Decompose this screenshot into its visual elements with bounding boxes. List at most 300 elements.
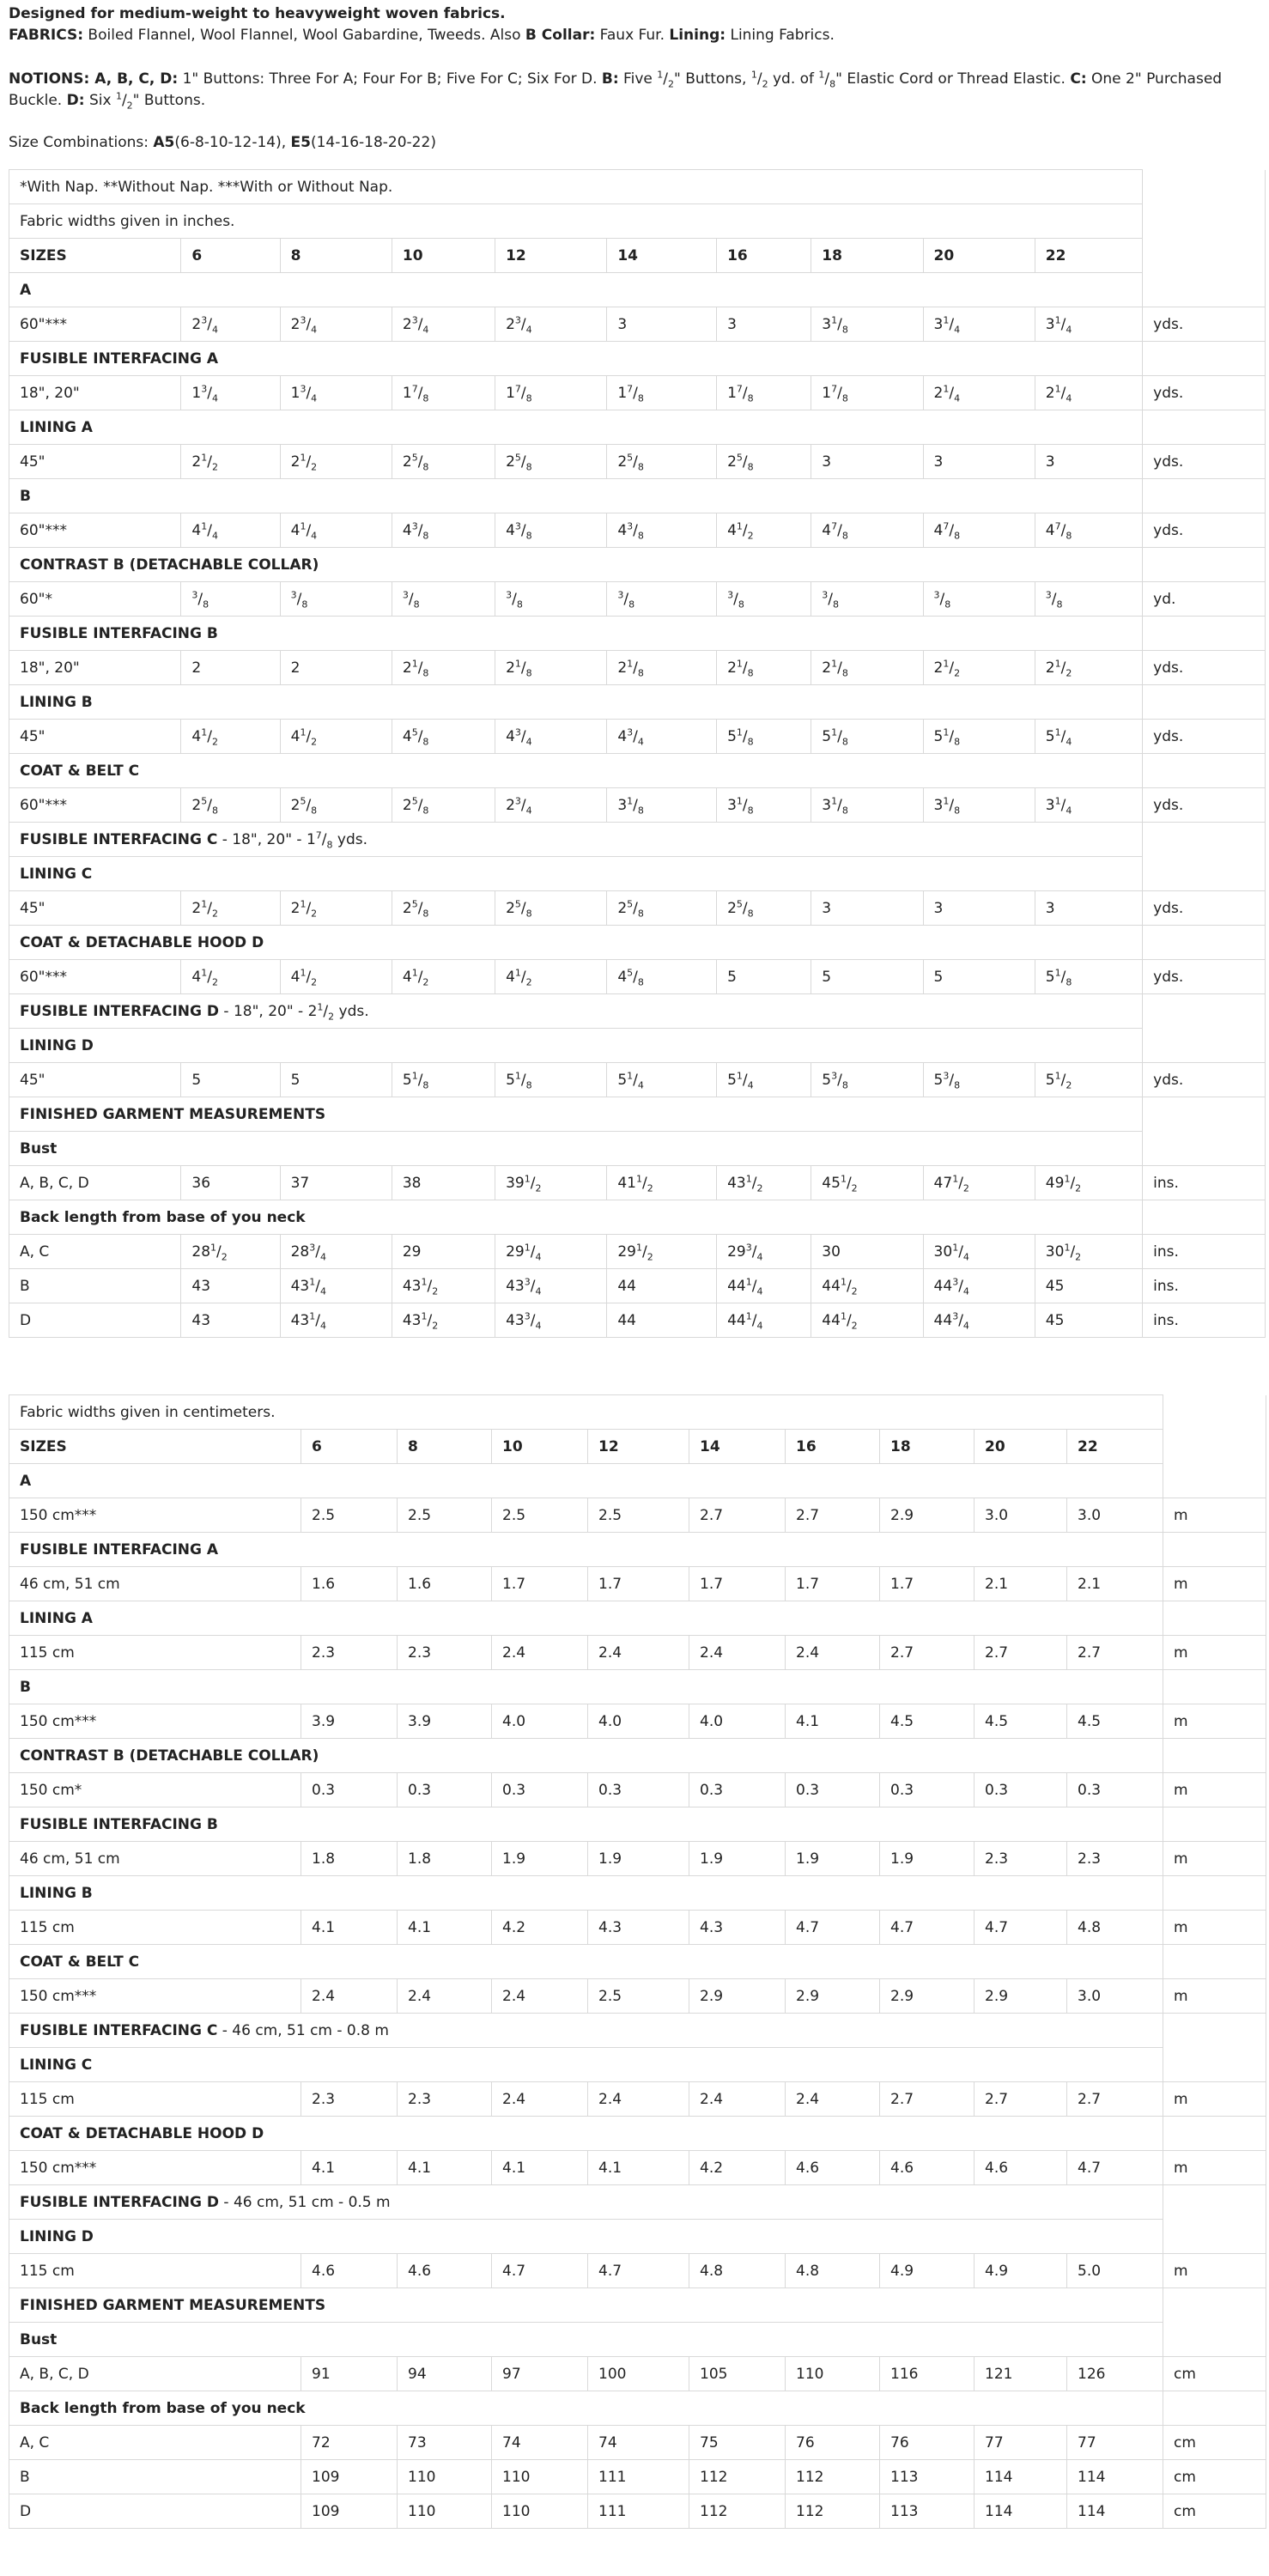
value-cell: 126 xyxy=(1067,2357,1163,2391)
value-cell: 76 xyxy=(880,2426,975,2460)
value-cell: 5 xyxy=(181,1063,280,1097)
value-cell: $49^1/_2$ xyxy=(1035,1166,1142,1200)
table-row xyxy=(9,1739,1266,1773)
value-cell: $43^1/_2$ xyxy=(717,1166,811,1200)
unit-cell: yds. xyxy=(1143,376,1266,410)
value-cell: 4.3 xyxy=(588,1911,689,1945)
unit-cell: m xyxy=(1163,2151,1266,2185)
table-row xyxy=(9,410,1266,445)
empty-cell xyxy=(1143,926,1266,960)
unit-cell: m xyxy=(1163,1911,1266,1945)
value-cell: 2.4 xyxy=(492,1979,588,2014)
value-cell: $3^1/_8$ xyxy=(811,788,923,823)
value-cell: 74 xyxy=(492,2426,588,2460)
value-cell: $2^3/_4$ xyxy=(495,307,607,342)
value-cell: 10 xyxy=(392,239,495,273)
row-label-cell: 18", 20" xyxy=(9,376,181,410)
unit-cell: cm xyxy=(1163,2494,1266,2529)
value-cell: $5^1/_8$ xyxy=(811,720,923,754)
table-row xyxy=(9,1807,1266,1842)
row-label-cell: 46 cm, 51 cm xyxy=(9,1842,301,1876)
value-cell: 5 xyxy=(923,960,1035,994)
value-cell: 2.7 xyxy=(975,2082,1067,2117)
value-cell: 77 xyxy=(975,2426,1067,2460)
table-row xyxy=(9,994,1266,1029)
table-row xyxy=(9,788,1266,823)
section-heading: FUSIBLE INTERFACING B xyxy=(9,1807,1163,1842)
table-row xyxy=(9,204,1266,239)
notions-c-label: C: xyxy=(1070,70,1087,88)
fabrics-text: Boiled Flannel, Wool Flannel, Wool Gabardine, Tweeds. Also xyxy=(83,27,525,44)
value-cell: $4^1/_2$ xyxy=(181,960,280,994)
value-cell: 1.6 xyxy=(398,1567,492,1601)
value-cell: $30^1/_4$ xyxy=(923,1235,1035,1269)
value-cell: 3 xyxy=(717,307,811,342)
unit-cell: ins. xyxy=(1143,1235,1266,1269)
table-row xyxy=(9,239,1266,273)
unit-cell: m xyxy=(1163,1636,1266,1670)
empty-cell xyxy=(1163,1876,1266,1911)
table-row xyxy=(9,2151,1266,2185)
value-cell: 14 xyxy=(607,239,717,273)
table-row xyxy=(9,376,1266,410)
value-cell: 12 xyxy=(588,1430,689,1464)
value-cell: 1.9 xyxy=(492,1842,588,1876)
unit-cell: m xyxy=(1163,1842,1266,1876)
value-cell: $2^1/_8$ xyxy=(717,651,811,685)
value-cell: 75 xyxy=(689,2426,786,2460)
table-row xyxy=(9,1166,1266,1200)
value-cell: $28^1/_2$ xyxy=(181,1235,280,1269)
value-cell: 3 xyxy=(1035,891,1142,926)
section-heading: FUSIBLE INTERFACING A xyxy=(9,1533,1163,1567)
value-cell: 2.3 xyxy=(301,2082,398,2117)
fabrics-label: FABRICS: xyxy=(9,27,84,44)
value-cell: $29^3/_4$ xyxy=(717,1235,811,1269)
value-cell: $2^5/_8$ xyxy=(717,891,811,926)
section-heading: B xyxy=(9,479,1143,513)
table-row xyxy=(9,1911,1266,1945)
table-row xyxy=(9,1533,1266,1567)
value-cell: 2.9 xyxy=(786,1979,880,2014)
value-cell: 2.7 xyxy=(975,1636,1067,1670)
value-cell: 3 xyxy=(607,307,717,342)
value-cell: $1^3/_4$ xyxy=(280,376,392,410)
value-cell: 4.9 xyxy=(880,2254,975,2288)
value-cell: 2.5 xyxy=(398,1498,492,1533)
section-note-text: - 46 cm, 51 cm - 0.8 m xyxy=(217,2021,389,2039)
value-cell: 94 xyxy=(398,2357,492,2391)
value-cell: $2^3/_4$ xyxy=(495,788,607,823)
notions-line: NOTIONS: A, B, C, D: 1" Buttons: Three For A; Four For B; Five For C; Six For D. B: Five $^1/_2$" Buttons, $^1/_2$ yd. of $^1/_8$" Elastic Cord or Thread Elastic. C: One 2" Purchased Buckle. D: Six $^1/_2$" Buttons. xyxy=(9,69,1223,112)
value-cell: 2.4 xyxy=(398,1979,492,2014)
section-heading: CONTRAST B (DETACHABLE COLLAR) xyxy=(9,548,1143,582)
section-note-heading: FUSIBLE INTERFACING C xyxy=(20,2021,218,2039)
section-heading: Back length from base of you neck xyxy=(9,2391,1163,2426)
unit-cell: m xyxy=(1163,1979,1266,2014)
unit-cell: yds. xyxy=(1143,788,1266,823)
table-row xyxy=(9,479,1266,513)
table-row xyxy=(9,2323,1266,2357)
row-label-cell: A, C xyxy=(9,1235,181,1269)
unit-cell: m xyxy=(1163,2082,1266,2117)
value-cell: $2^5/_8$ xyxy=(607,445,717,479)
fraction-numerator: 1 xyxy=(317,1000,324,1012)
value-cell: 0.3 xyxy=(786,1773,880,1807)
value-cell: $2^5/_8$ xyxy=(181,788,280,823)
value-cell: $2^1/_2$ xyxy=(280,891,392,926)
value-cell: $4^3/_8$ xyxy=(392,513,495,548)
value-cell: 37 xyxy=(280,1166,392,1200)
value-cell: 113 xyxy=(880,2460,975,2494)
empty-cell xyxy=(1163,2014,1266,2048)
value-cell: $43^3/_4$ xyxy=(495,1303,607,1338)
value-cell: 110 xyxy=(398,2494,492,2529)
table-note: Fabric widths given in centimeters. xyxy=(9,1395,1163,1430)
value-cell: $^3/_8$ xyxy=(495,582,607,617)
value-cell: 112 xyxy=(689,2494,786,2529)
fraction-denominator: 2 xyxy=(328,1010,335,1022)
value-cell: $4^3/_8$ xyxy=(495,513,607,548)
empty-cell xyxy=(1163,1739,1266,1773)
value-cell: $2^1/_2$ xyxy=(923,651,1035,685)
table-row xyxy=(9,1303,1266,1338)
value-cell: 2.4 xyxy=(786,2082,880,2117)
table-row xyxy=(9,1842,1266,1876)
empty-cell xyxy=(1163,1430,1266,1464)
section-heading: CONTRAST B (DETACHABLE COLLAR) xyxy=(9,1739,1163,1773)
table-row xyxy=(9,1132,1266,1166)
empty-cell xyxy=(1163,2323,1266,2357)
section-note-heading: FUSIBLE INTERFACING D xyxy=(20,1002,219,1020)
value-cell: 4.1 xyxy=(588,2151,689,2185)
value-cell: 43 xyxy=(181,1303,280,1338)
section-note xyxy=(9,2014,1163,2048)
value-cell: $4^7/_8$ xyxy=(1035,513,1142,548)
value-cell: $44^1/_4$ xyxy=(717,1303,811,1338)
table-row xyxy=(9,2014,1266,2048)
value-cell: 3 xyxy=(923,445,1035,479)
value-cell: $2^1/_4$ xyxy=(923,376,1035,410)
value-cell: $2^1/_8$ xyxy=(607,651,717,685)
empty-cell xyxy=(1143,754,1266,788)
value-cell: $44^1/_2$ xyxy=(811,1303,923,1338)
table-row xyxy=(9,1029,1266,1063)
section-heading: LINING A xyxy=(9,410,1143,445)
row-label-cell: 60"*** xyxy=(9,960,181,994)
value-cell: 112 xyxy=(786,2494,880,2529)
value-cell: 1.6 xyxy=(301,1567,398,1601)
value-cell: 2.9 xyxy=(689,1979,786,2014)
unit-cell: m xyxy=(1163,2254,1266,2288)
value-cell: 2.4 xyxy=(786,1636,880,1670)
value-cell: $5^1/_4$ xyxy=(607,1063,717,1097)
value-cell: $2^5/_8$ xyxy=(495,445,607,479)
value-cell: 4.9 xyxy=(975,2254,1067,2288)
size-combinations-label: Size Combinations: xyxy=(9,134,154,151)
notions-d-label: D: xyxy=(66,92,85,109)
row-label-cell: 115 cm xyxy=(9,1911,301,1945)
table-row xyxy=(9,1097,1266,1132)
value-cell: 2.9 xyxy=(880,1498,975,1533)
row-label-cell: 150 cm*** xyxy=(9,1498,301,1533)
value-cell: 0.3 xyxy=(398,1773,492,1807)
row-label-cell: 45" xyxy=(9,445,181,479)
value-cell: 2.4 xyxy=(301,1979,398,2014)
value-cell: 2.4 xyxy=(689,1636,786,1670)
empty-cell xyxy=(1143,170,1266,204)
value-cell: 113 xyxy=(880,2494,975,2529)
size-combinations-line xyxy=(9,132,1260,154)
table-row xyxy=(9,617,1266,651)
value-cell: 2.4 xyxy=(588,1636,689,1670)
table-row xyxy=(9,1704,1266,1739)
value-cell: 45 xyxy=(1035,1303,1142,1338)
empty-cell xyxy=(1143,617,1266,651)
row-label-cell: 115 cm xyxy=(9,1636,301,1670)
value-cell: 5 xyxy=(811,960,923,994)
value-cell: 20 xyxy=(975,1430,1067,1464)
section-heading: LINING C xyxy=(9,857,1143,891)
section-heading: COAT & BELT C xyxy=(9,754,1143,788)
section-heading: FINISHED GARMENT MEASUREMENTS xyxy=(9,1097,1143,1132)
value-cell: 16 xyxy=(786,1430,880,1464)
value-cell: 4.1 xyxy=(398,1911,492,1945)
table-row xyxy=(9,2391,1266,2426)
table-row xyxy=(9,2220,1266,2254)
value-cell: $2^1/_2$ xyxy=(1035,651,1142,685)
value-cell: $4^1/_2$ xyxy=(280,960,392,994)
table-row xyxy=(9,1773,1266,1807)
value-cell: $4^3/_8$ xyxy=(607,513,717,548)
designed-for-text: Designed for medium-weight to heavyweight woven fabrics. xyxy=(9,5,506,22)
empty-cell xyxy=(1143,1132,1266,1166)
value-cell: 114 xyxy=(1067,2494,1163,2529)
value-cell: 0.3 xyxy=(975,1773,1067,1807)
value-cell: $43^1/_4$ xyxy=(280,1269,392,1303)
table-row xyxy=(9,1269,1266,1303)
value-cell: 4.2 xyxy=(492,1911,588,1945)
fraction-numerator: 7 xyxy=(315,829,322,841)
value-cell: 105 xyxy=(689,2357,786,2391)
unit-cell: yd. xyxy=(1143,582,1266,617)
value-cell: 4.8 xyxy=(1067,1911,1163,1945)
value-cell: 1.9 xyxy=(689,1842,786,1876)
value-cell: 3.0 xyxy=(1067,1979,1163,2014)
value-cell: $2^3/_4$ xyxy=(181,307,280,342)
value-cell: 2.3 xyxy=(975,1842,1067,1876)
value-cell: 2.7 xyxy=(786,1498,880,1533)
value-cell: 2.7 xyxy=(1067,2082,1163,2117)
section-heading: COAT & DETACHABLE HOOD D xyxy=(9,926,1143,960)
value-cell: 4.3 xyxy=(689,1911,786,1945)
b-collar-label: B Collar: xyxy=(525,27,596,44)
value-cell: 2.9 xyxy=(880,1979,975,2014)
table-note: Fabric widths given in inches. xyxy=(9,204,1143,239)
value-cell: 29 xyxy=(392,1235,495,1269)
value-cell: 3.9 xyxy=(398,1704,492,1739)
table-note: *With Nap. **Without Nap. ***With or Without Nap. xyxy=(9,170,1143,204)
value-cell: 5.0 xyxy=(1067,2254,1163,2288)
value-cell: $29^1/_2$ xyxy=(607,1235,717,1269)
table-row xyxy=(9,891,1266,926)
value-cell: 22 xyxy=(1067,1430,1163,1464)
value-cell: 1.7 xyxy=(786,1567,880,1601)
unit-cell: yds. xyxy=(1143,891,1266,926)
unit-cell: yds. xyxy=(1143,651,1266,685)
table-row xyxy=(9,273,1266,307)
section-heading: Bust xyxy=(9,2323,1163,2357)
value-cell: 3 xyxy=(811,445,923,479)
value-cell: $3^1/_8$ xyxy=(607,788,717,823)
value-cell: 114 xyxy=(1067,2460,1163,2494)
row-label-cell: 45" xyxy=(9,891,181,926)
section-heading: LINING B xyxy=(9,685,1143,720)
table-row xyxy=(9,170,1266,204)
unit-cell: ins. xyxy=(1143,1166,1266,1200)
value-cell: 72 xyxy=(301,2426,398,2460)
table-row xyxy=(9,1063,1266,1097)
row-label-cell: 60"*** xyxy=(9,307,181,342)
value-cell: $41^1/_2$ xyxy=(607,1166,717,1200)
value-cell: $5^3/_8$ xyxy=(811,1063,923,1097)
value-cell: $28^3/_4$ xyxy=(280,1235,392,1269)
value-cell: 2.3 xyxy=(398,1636,492,1670)
unit-cell: yds. xyxy=(1143,445,1266,479)
section-heading: A xyxy=(9,1464,1163,1498)
empty-cell xyxy=(1143,548,1266,582)
notions-b-text-4: " Elastic Cord or Thread Elastic. xyxy=(835,70,1071,88)
empty-cell xyxy=(1163,1807,1266,1842)
row-label-cell: A, B, C, D xyxy=(9,1166,181,1200)
unit-cell: cm xyxy=(1163,2460,1266,2494)
empty-cell xyxy=(1163,1601,1266,1636)
metric-yardage-table xyxy=(9,1394,1266,2529)
section-heading: A xyxy=(9,273,1143,307)
value-cell: 3.9 xyxy=(301,1704,398,1739)
value-cell: 109 xyxy=(301,2460,398,2494)
empty-cell xyxy=(1163,1395,1266,1430)
value-cell: 2.4 xyxy=(492,2082,588,2117)
empty-cell xyxy=(1163,2391,1266,2426)
unit-cell: yds. xyxy=(1143,960,1266,994)
unit-cell: m xyxy=(1163,1567,1266,1601)
value-cell: 97 xyxy=(492,2357,588,2391)
value-cell: $5^1/_8$ xyxy=(717,720,811,754)
value-cell: 8 xyxy=(398,1430,492,1464)
value-cell: 3 xyxy=(811,891,923,926)
table-row xyxy=(9,926,1266,960)
value-cell: 4.6 xyxy=(398,2254,492,2288)
row-label-cell: 46 cm, 51 cm xyxy=(9,1567,301,1601)
value-cell: 4.5 xyxy=(1067,1704,1163,1739)
table-row xyxy=(9,754,1266,788)
value-cell: 0.3 xyxy=(492,1773,588,1807)
value-cell: 1.9 xyxy=(786,1842,880,1876)
value-cell: $1^7/_8$ xyxy=(495,376,607,410)
value-cell: 4.7 xyxy=(975,1911,1067,1945)
value-cell: 16 xyxy=(717,239,811,273)
section-note-text: - 18", 20" - 2 xyxy=(219,1002,318,1020)
value-cell: $2^5/_8$ xyxy=(495,891,607,926)
e5-sizes: (14-16-18-20-22) xyxy=(310,134,436,151)
table-row xyxy=(9,960,1266,994)
value-cell: 2.1 xyxy=(975,1567,1067,1601)
value-cell: $^3/_8$ xyxy=(181,582,280,617)
notions-label: NOTIONS: A, B, C, D: xyxy=(9,70,179,88)
value-cell: 4.1 xyxy=(301,1911,398,1945)
value-cell: $2^1/_8$ xyxy=(392,651,495,685)
value-cell: 3 xyxy=(923,891,1035,926)
table-row xyxy=(9,1235,1266,1269)
table-row xyxy=(9,445,1266,479)
value-cell: 1.7 xyxy=(689,1567,786,1601)
value-cell: 4.8 xyxy=(689,2254,786,2288)
value-cell: $2^3/_4$ xyxy=(280,307,392,342)
table-row xyxy=(9,651,1266,685)
value-cell: 38 xyxy=(392,1166,495,1200)
table-row xyxy=(9,1200,1266,1235)
value-cell: $2^5/_8$ xyxy=(392,445,495,479)
value-cell: 2 xyxy=(181,651,280,685)
b-collar-text: Faux Fur. xyxy=(595,27,670,44)
value-cell: 4.1 xyxy=(398,2151,492,2185)
section-heading: FUSIBLE INTERFACING B xyxy=(9,617,1143,651)
e5-label: E5 xyxy=(290,134,311,151)
table-row xyxy=(9,1945,1266,1979)
table-row xyxy=(9,685,1266,720)
fraction-denominator: 2 xyxy=(762,78,768,90)
empty-cell xyxy=(1143,1200,1266,1235)
value-cell: $2^1/_8$ xyxy=(495,651,607,685)
table-row xyxy=(9,1498,1266,1533)
value-cell: 0.3 xyxy=(880,1773,975,1807)
designed-for-line xyxy=(9,3,1260,25)
value-cell: 1.7 xyxy=(880,1567,975,1601)
value-cell: 30 xyxy=(811,1235,923,1269)
empty-cell xyxy=(1143,1097,1266,1132)
value-cell: $45^1/_2$ xyxy=(811,1166,923,1200)
value-cell: 2.3 xyxy=(301,1636,398,1670)
row-label-cell: 60"*** xyxy=(9,788,181,823)
value-cell: $4^1/_2$ xyxy=(392,960,495,994)
value-cell: 4.0 xyxy=(689,1704,786,1739)
value-cell: 111 xyxy=(588,2460,689,2494)
table-row xyxy=(9,720,1266,754)
row-label-cell: A, B, C, D xyxy=(9,2357,301,2391)
value-cell: 20 xyxy=(923,239,1035,273)
section-note-text: - 46 cm, 51 cm - 0.5 m xyxy=(219,2193,391,2211)
a5-label: A5 xyxy=(153,134,175,151)
section-heading: Back length from base of you neck xyxy=(9,1200,1143,1235)
value-cell: $43^3/_4$ xyxy=(495,1269,607,1303)
value-cell: $^3/_8$ xyxy=(607,582,717,617)
value-cell: 4.1 xyxy=(492,2151,588,2185)
value-cell: $43^1/_2$ xyxy=(392,1303,495,1338)
value-cell: $2^1/_2$ xyxy=(280,445,392,479)
value-cell: 1.8 xyxy=(398,1842,492,1876)
section-note-heading: FUSIBLE INTERFACING C xyxy=(20,830,218,848)
empty-cell xyxy=(1143,273,1266,307)
value-cell: 110 xyxy=(398,2460,492,2494)
value-cell: $44^1/_4$ xyxy=(717,1269,811,1303)
section-note-heading: FUSIBLE INTERFACING D xyxy=(20,2193,219,2211)
value-cell: 0.3 xyxy=(301,1773,398,1807)
value-cell: $2^3/_4$ xyxy=(392,307,495,342)
value-cell: $5^1/_8$ xyxy=(495,1063,607,1097)
value-cell: 5 xyxy=(717,960,811,994)
notions-d-text-2: " Buttons. xyxy=(132,92,206,109)
